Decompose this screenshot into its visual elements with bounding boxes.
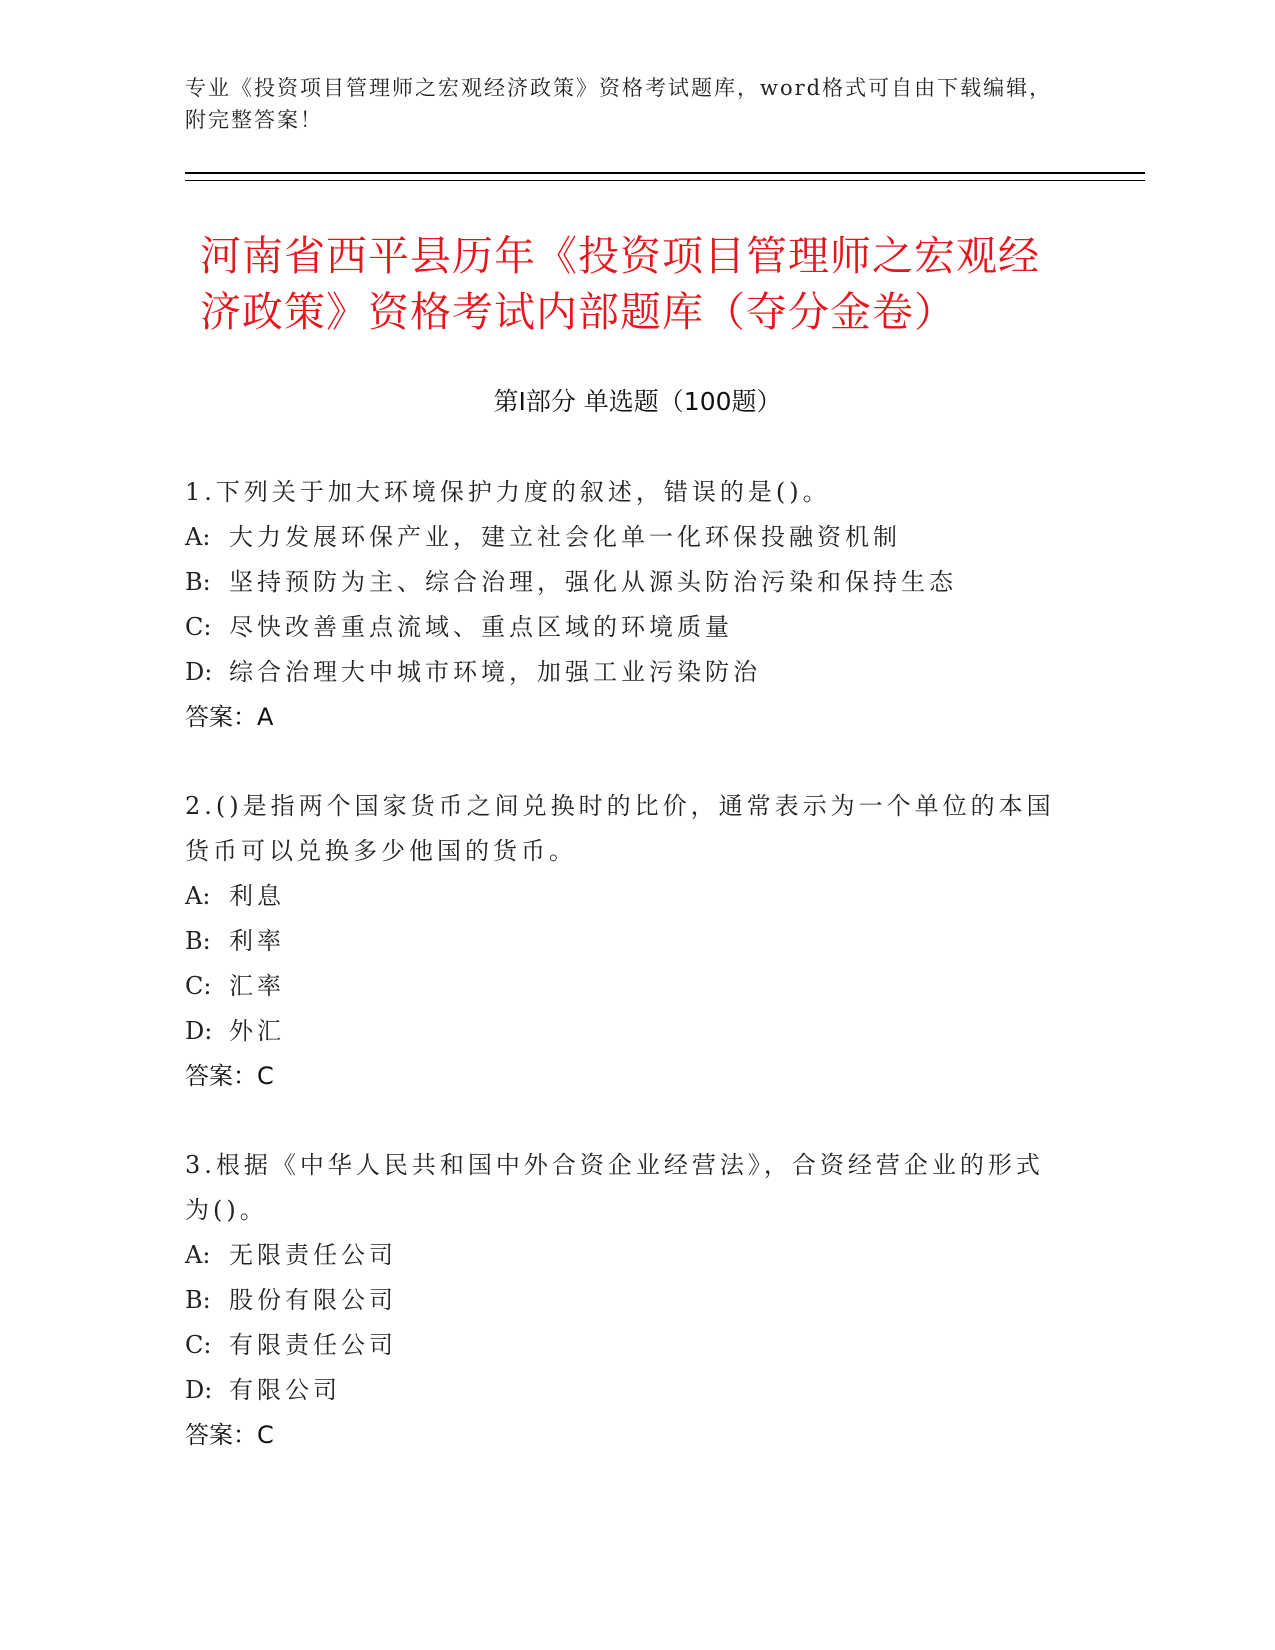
option-letter: B: <box>185 568 211 596</box>
option-b <box>185 560 1055 605</box>
option-letter: A: <box>185 1241 211 1269</box>
option-letter: A: <box>185 523 211 551</box>
option-letter: D: <box>185 1017 213 1045</box>
option-letter: C: <box>185 972 212 1000</box>
option-text: 坚持预防为主、综合治理，强化从源头防治污染和保持生态 <box>229 568 957 596</box>
question-stem: 2.()是指两个国家货币之间兑换时的比价，通常表示为一个单位的本国货币可以兑换多少他国的货币。 <box>185 792 1055 865</box>
option-text: 汇率 <box>229 972 285 1000</box>
option-text: 综合治理大中城市环境，加强工业污染防治 <box>229 658 761 686</box>
option-a <box>185 874 1055 919</box>
question-2 <box>185 784 1055 1099</box>
question-list <box>185 470 1055 1502</box>
option-text: 无限责任公司 <box>229 1241 397 1269</box>
document-title: 河南省西平县历年《投资项目管理师之宏观经济政策》资格考试内部题库（夺分金卷） <box>200 232 1040 336</box>
question-stem: 3.根据《中华人民共和国中外合资企业经营法》，合资经营企业的形式为()。 <box>185 1151 1044 1224</box>
header-note: 专业《投资项目管理师之宏观经济政策》资格考试题库，word格式可自由下载编辑，附完整答案！ <box>185 76 1053 132</box>
option-letter: C: <box>185 1331 212 1359</box>
section-title: 第Ⅰ部分 单选题（100题） <box>493 387 782 416</box>
option-text: 有限责任公司 <box>229 1331 397 1359</box>
option-b <box>185 919 1055 964</box>
answer-line: 答案：C <box>185 1421 274 1449</box>
option-letter: A: <box>185 882 211 910</box>
option-letter: D: <box>185 1376 213 1404</box>
option-letter: C: <box>185 613 212 641</box>
option-text: 外汇 <box>229 1017 285 1045</box>
option-text: 利息 <box>229 882 285 910</box>
option-text: 利率 <box>229 927 285 955</box>
option-text: 有限公司 <box>229 1376 341 1404</box>
option-text: 尽快改善重点流域、重点区域的环境质量 <box>229 613 733 641</box>
option-letter: B: <box>185 1286 211 1314</box>
answer-line: 答案：A <box>185 703 274 731</box>
option-d <box>185 1368 1055 1413</box>
option-c <box>185 1323 1055 1368</box>
option-letter: D: <box>185 658 213 686</box>
option-text: 大力发展环保产业，建立社会化单一化环保投融资机制 <box>229 523 901 551</box>
header-rule-thin <box>185 180 1145 181</box>
question-3 <box>185 1143 1055 1458</box>
option-c <box>185 964 1055 1009</box>
question-stem: 1.下列关于加大环境保护力度的叙述，错误的是()。 <box>185 478 831 506</box>
option-c <box>185 605 1055 650</box>
option-a <box>185 1233 1055 1278</box>
option-b <box>185 1278 1055 1323</box>
option-d <box>185 1009 1055 1054</box>
option-text: 股份有限公司 <box>229 1286 397 1314</box>
option-letter: B: <box>185 927 211 955</box>
option-a <box>185 515 1055 560</box>
option-d <box>185 650 1055 695</box>
header-rule-thick <box>185 172 1145 174</box>
answer-line: 答案：C <box>185 1062 274 1090</box>
question-1 <box>185 470 1055 740</box>
